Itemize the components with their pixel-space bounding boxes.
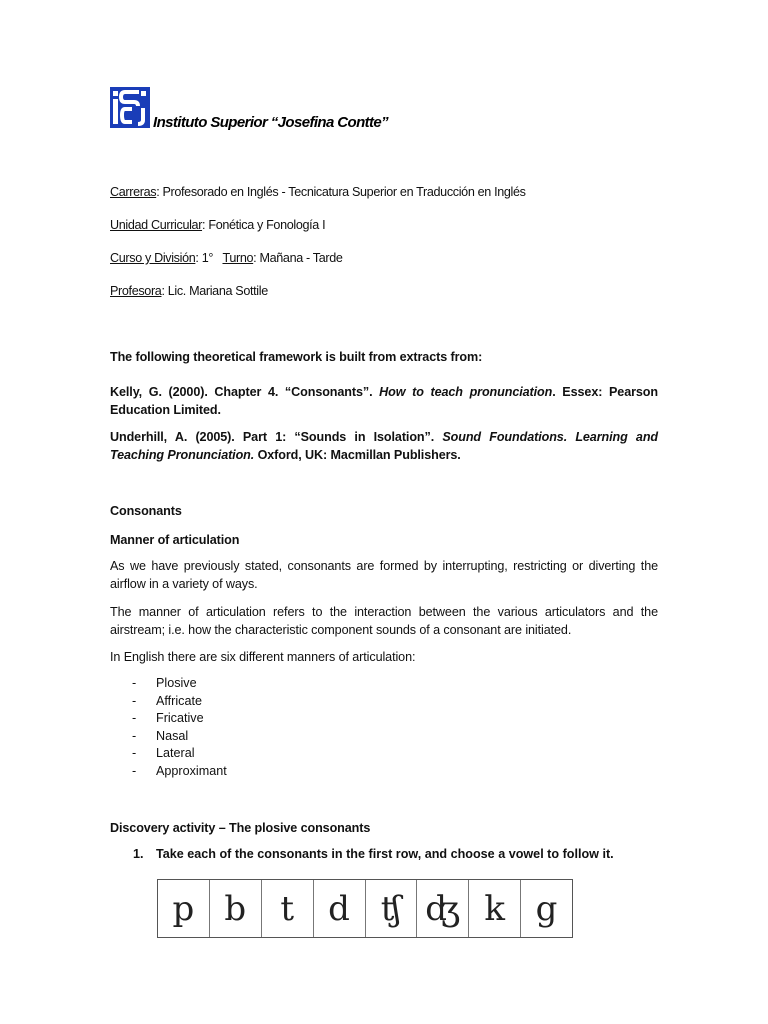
list-item: - Affricate: [132, 693, 202, 708]
profesora-label: Profesora: [110, 284, 162, 298]
carreras-label: Carreras: [110, 185, 157, 199]
framework-intro: The following theoretical framework is built from extracts from:: [110, 350, 483, 364]
turno-value: : Mañana - Tarde: [253, 251, 343, 265]
institute-logo: [110, 87, 150, 128]
phoneme-strip: [157, 879, 573, 938]
paragraph-1: As we have previously stated, consonants are formed by interrupting, restricting or diverting the airflow in a variety of ways.: [110, 559, 658, 591]
curso-line: [110, 251, 343, 265]
phoneme-cell: ʧ: [366, 880, 418, 937]
ref1-title: How to teach pronunciation: [379, 385, 553, 399]
list-item: - Lateral: [132, 746, 195, 761]
carreras-line: [110, 185, 526, 199]
list-item: - Nasal: [132, 728, 189, 743]
phoneme-cell: b: [210, 880, 262, 937]
list-item: - Fricative: [132, 711, 204, 726]
manners-list: [110, 675, 227, 781]
institution-name: Instituto Superior “Josefina Contte”: [153, 114, 389, 131]
phoneme-cell: t: [262, 880, 314, 937]
ref2-title: Sound Foundations. Learning and Teaching Pronunciation.: [110, 430, 659, 462]
section-heading: Consonants: [110, 504, 182, 518]
ref2-publisher: Oxford, UK: Macmillan Publishers.: [254, 448, 461, 462]
reference-kelly: [110, 383, 658, 419]
unidad-label: Unidad Curricular: [110, 218, 203, 232]
activity-step: [133, 847, 614, 861]
unidad-value: : Fonética y Fonología I: [202, 218, 326, 232]
unidad-line: [110, 218, 325, 232]
phoneme-cell: k: [469, 880, 521, 937]
step-number: 1.: [133, 847, 144, 861]
phoneme-cell: d: [314, 880, 366, 937]
ref1-publisher: . Essex: Pearson Education Limited.: [110, 385, 658, 417]
section-subheading: Manner of articulation: [110, 533, 240, 547]
activity-heading: Discovery activity – The plosive consonants: [110, 821, 371, 835]
list-item: - Approximant: [132, 763, 227, 778]
phoneme-cell: p: [158, 880, 210, 937]
paragraph-2: The manner of articulation refers to the interaction between the various articulators and the airstream; i.e. how the characteristic component sounds of a consonant are initiated.: [110, 605, 658, 637]
ref2-authors: Underhill, A. (2005). Part 1: “Sounds in Isolation”.: [110, 430, 443, 444]
ref1-authors: Kelly, G. (2000). Chapter 4. “Consonants”.: [110, 385, 380, 399]
profesora-line: [110, 284, 268, 298]
curso-label: Curso y División: [110, 251, 196, 265]
list-item: - Plosive: [132, 676, 197, 690]
step-text: Take each of the consonants in the first row, and choose a vowel to follow it.: [156, 847, 614, 861]
paragraph-3: In English there are six different manners of articulation:: [110, 650, 416, 664]
turno-label: Turno: [222, 251, 254, 265]
phoneme-cell: g: [535, 888, 558, 929]
phoneme-cell: ʤ: [417, 880, 469, 937]
profesora-value: : Lic. Mariana Sottile: [161, 284, 268, 298]
reference-underhill: [110, 428, 658, 464]
curso-value: : 1°: [195, 251, 214, 265]
carreras-value: : Profesorado en Inglés - Tecnicatura Superior en Traducción en Inglés: [156, 185, 526, 199]
